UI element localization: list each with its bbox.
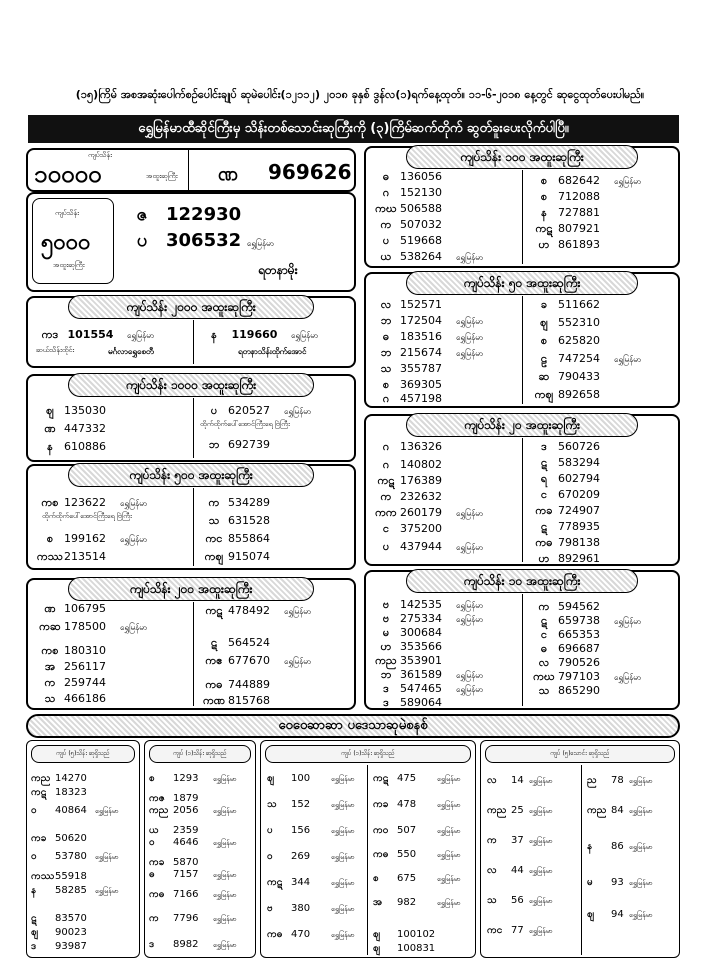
prize-row: ဟ 353566: [380, 640, 442, 653]
prize-10000-box: [26, 148, 356, 192]
cons-row: န 86 ရွှေမြန်မာ: [587, 841, 653, 852]
prize-label: ကျပ်သိန်း: [88, 151, 112, 159]
cons-row: ဈ 94 ရွှေမြန်မာ: [587, 909, 653, 920]
cons-row: ည 78 ရွှေမြန်မာ: [587, 775, 653, 786]
prize-row: ပ 306532 ရွှေမြန်မာ: [136, 230, 274, 251]
divider: [522, 594, 523, 706]
prize-row: န 119660 ရွှေမြန်မာ: [211, 328, 319, 341]
prize-row: က 259744: [44, 676, 106, 689]
agent-note: မင်္ဂလာရွှေစေတီ: [108, 347, 154, 356]
cons-row: ဗ 380 ရွှေမြန်မာ: [267, 903, 355, 914]
cons-row: ကည 25 ရွှေမြန်မာ: [487, 805, 553, 816]
prize-row: ပ 437944 ရွှေမြန်မာ: [382, 540, 484, 553]
prize-header: ကျပ်သိန်း ၅၀ အထူးဆုကြီး: [406, 271, 638, 295]
prize-header: ကျပ်သိန်း ၂၀၀၀ အထူးဆုကြီး: [68, 295, 314, 319]
prize-row: လ 790526: [538, 656, 600, 669]
prize-10-box: [364, 570, 680, 710]
prize-row: ဂ 457198: [382, 392, 442, 405]
prize-row: ကဋ 478492 ရွှေမြန်မာ: [205, 604, 312, 617]
prize-row: ကဓ 744889: [205, 678, 270, 691]
prize-row: ဟ 861893: [538, 238, 600, 251]
prize-row: အ 256117: [44, 660, 106, 673]
prize-row: မ 300684: [382, 626, 442, 639]
cons-row: ဈ 90023: [31, 927, 87, 938]
prize-row: သ 865290: [538, 684, 600, 697]
prize-amount: ၁၀၀၀၀: [34, 160, 102, 188]
prize-row: လ 152571: [380, 298, 442, 311]
prize-row: န 727881: [541, 206, 600, 219]
prize-header: ကျပ်သိန်း ၁၀၀၀ အထူးဆုကြီး: [68, 373, 314, 397]
divider: [193, 488, 194, 566]
prize-row: သ 466186: [44, 692, 106, 705]
cons-row: ကဋ 344 ရွှေမြန်မာ: [267, 877, 355, 888]
prize-row: ကဓ 798138: [535, 536, 600, 549]
cons-row: ကခ 50620: [31, 833, 87, 844]
cons-row: ဈ 100831: [373, 943, 436, 954]
prize-header: ကျပ်သိန်း ၅၀၀ အထူးဆုကြီး: [68, 463, 314, 487]
cons-row: ကဇ 1879: [149, 793, 199, 804]
prize-row: က 594562: [538, 600, 600, 613]
prize-200-box: [26, 578, 356, 710]
prize-5000-box: [26, 192, 356, 292]
prize-20-box: [364, 414, 680, 566]
cons-row: ဒ 8982 ရွှေမြန်မာ: [149, 939, 237, 950]
prize-row: ကခ 724907: [535, 504, 600, 517]
prize-row: ဈ 135030: [46, 404, 106, 417]
prize-row: ဟ 892961: [538, 552, 600, 565]
col-header: ကျပ် (၁)သိန်း ဆုရှိသည်: [149, 745, 251, 763]
divider: [367, 765, 368, 955]
prize-header: ကျပ်သိန်း ၁၀ အထူးဆုကြီး: [406, 569, 638, 593]
prize-row: ဋ 659738 ရွှေမြန်မာ: [540, 614, 642, 627]
prize-row: ဗ 142535 ရွှေမြန်မာ: [382, 598, 484, 611]
prize-row: ကစ 123622 ရွှေမြန်မာ: [41, 496, 148, 509]
cons-row: ကဋ 475 ရွှေမြန်မာ: [373, 773, 461, 784]
prize-row: ဋ 564524: [210, 636, 270, 649]
prize-row: ကဋ 807921: [535, 222, 600, 235]
prize-row: ရ 602794: [540, 472, 600, 485]
prize-row: ကဿ213514: [37, 550, 106, 563]
prize-row: သ 631528: [208, 514, 270, 527]
prize-row: သ 355787: [380, 362, 442, 375]
prize-row: ဓ 183516 ရွှေမြန်မာ: [382, 330, 484, 343]
cons-row: ယ 2359: [149, 825, 199, 836]
prize-row: ဆ 790433: [538, 370, 600, 383]
prize-row: ကဒ 101554 ရွှေမြန်မာ: [41, 328, 155, 341]
prize-row: ဒ 589064: [383, 696, 442, 709]
prize-row: ဘ 172504 ရွှေမြန်မာ: [380, 314, 484, 327]
headline-banner: ရွှေမြန်မာထီဆိုင်ကြီးမှ သိန်းတစ်သောင်းဆုကြီးကို (၃)ကြိမ်ဆက်တိုက် ဆွတ်ခူးပေးလိုက်ပါပြီ။: [28, 115, 679, 143]
prize-row: ဂ 152130: [382, 186, 442, 199]
cons-row: သ 152 ရွှေမြန်မာ: [267, 799, 355, 810]
divider: [522, 438, 523, 562]
prize-row: ကဃ 506588: [375, 202, 442, 215]
prize-row: ဇ 122930: [136, 204, 242, 225]
prize-row: ဋ 778935: [540, 520, 600, 533]
cons-row: ကဓ 550 ရွှေမြန်မာ: [373, 849, 461, 860]
prize-100-box: [364, 146, 680, 268]
cons-row: ဋ 83570: [31, 913, 87, 924]
prize-header: ကျပ်သိန်း ၂၀၀ အထူးဆုကြီး: [68, 577, 314, 601]
cons-row: ဈ 100 ရွှေမြန်မာ: [267, 773, 355, 784]
prize-row: ဂ 136326: [382, 440, 442, 453]
prize-amount: ၅၀၀၀: [41, 230, 91, 255]
prize-row: ကက 260179 ရွှေမြန်မာ: [375, 506, 484, 519]
cons-row: ကဓ 7166 ရွှေမြန်မာ: [149, 889, 237, 900]
cons-row: က 7796 ရွှေမြန်မာ: [149, 913, 237, 924]
prize-row: ကဧ 677670 ရွှေမြန်မာ: [205, 654, 312, 667]
divider: [581, 765, 582, 955]
cons-row: ကင 77 ရွှေမြန်မာ: [487, 925, 553, 936]
prize-row: ကင 855864: [205, 532, 270, 545]
col-header: ကျပ် (၁)သိန်း ဆုရှိသည်: [265, 745, 471, 763]
prize-row: ဂ 140802: [382, 458, 442, 471]
prize-row: ဗ 275334 ရွှေမြန်မာ: [382, 612, 484, 625]
consolation-col-2: [144, 740, 256, 958]
cons-row: ဝ 53780 ရွှေမြန်မာ: [31, 851, 119, 862]
cons-row: စ 1293 ရွှေမြန်မာ: [149, 773, 237, 784]
prize-header: ကျပ်သိန်း ၁၀၀ အထူးဆုကြီး: [406, 145, 638, 169]
prize-row: စ 625820: [540, 334, 600, 347]
divider: [193, 320, 194, 364]
prize-suffix: အထူးဆုကြီး: [53, 261, 85, 269]
prize-row: က 534289: [208, 496, 270, 509]
prize-row: ကည 353901: [375, 654, 442, 667]
prize-500-box: [26, 464, 356, 570]
cons-row: ကဋ 18323: [31, 787, 87, 798]
cons-row: ဝ 40864 ရွှေမြန်မာ: [31, 805, 119, 816]
agent-note: ထိုက်ထိုက်ပေါ်အောင်ကြီးရေ ဗြဲကြီး: [42, 512, 132, 520]
cons-row: လ 14 ရွှေမြန်မာ: [487, 775, 553, 786]
prize-row: င 665353: [540, 628, 600, 641]
cons-row: ကဿ55918: [31, 871, 87, 882]
prize-row: ဏ 447332: [44, 422, 106, 435]
cons-row: က 37 ရွှေမြန်မာ: [487, 835, 553, 846]
cons-row: ဈ 100102: [373, 929, 436, 940]
cons-row: ကဓ 470 ရွှေမြန်မာ: [267, 929, 355, 940]
agent-note: ဆယ်သိန်းထိုင်း: [36, 346, 75, 354]
consolation-col-4: [480, 740, 680, 958]
prize-row: ဏ 106795: [44, 602, 106, 615]
consolation-col-3: [260, 740, 476, 958]
cons-row: ဝ 269 ရွှေမြန်မာ: [267, 851, 355, 862]
prize-row: ကစ 180310: [41, 644, 106, 657]
prize-1000-box: [26, 374, 356, 462]
divider: [522, 296, 523, 404]
cons-row: မ 93 ရွှေမြန်မာ: [587, 877, 653, 888]
consolation-col-1: [26, 740, 140, 958]
prize-label: ကျပ်သိန်း: [55, 209, 79, 217]
prize-row: စ 682642 ရွှေမြန်မာ: [540, 174, 642, 187]
divider: [193, 602, 194, 706]
cons-row: ဓ 7157 ရွှေမြန်မာ: [149, 869, 237, 880]
prize-row: င 670209: [540, 488, 600, 501]
prize-row: စ 712088: [540, 190, 600, 203]
prize-row: ခ 511662: [540, 298, 600, 311]
page-title: (၁၅)ကြိမ် အစအဆုံးပေါက်စဉ်ပေါင်းချုပ် ဆုမဲပေါင်း(၁၂၁၁၂) ၂၀၁၈ ခုနှစ် ဒွန်လ(၁)ရက်နေ့ထုတ်။ ၁၁-၆-၂၀၁၈ နေ့တွင် ဆုငွေထုတ်ပေးပါမည်။: [75, 88, 645, 101]
cons-row: စ 675 ရွှေမြန်မာ: [373, 873, 461, 884]
cons-row: ကည 14270: [31, 773, 87, 784]
cons-row: လ 44 ရွှေမြန်မာ: [487, 865, 553, 876]
prize-row: က 232632: [380, 490, 442, 503]
col-header: ကျပ် (၅)သောင်း ဆုရှိသည်: [485, 745, 675, 763]
prize-row: ဠ 747254 ရွှေမြန်မာ: [540, 352, 642, 365]
cons-row: အ 982 ရွှေမြန်မာ: [373, 897, 461, 908]
divider: [522, 170, 523, 264]
prize-row: ပ 620527 ရွှေမြန်မာ: [210, 404, 312, 417]
cons-row: ကည 2056 ရွှေမြန်မာ: [149, 805, 237, 816]
consolation-title: ဝေဝေဆာဆာ ပဒေသာဆုမဲစနစ်: [26, 714, 680, 738]
cons-row: ကခ 5870: [149, 857, 199, 868]
prize-row: စ 199162 ရွှေမြန်မာ: [46, 532, 148, 545]
prize-row: ကဈ 915074: [204, 550, 270, 563]
winning-prefix: ဏ: [218, 161, 239, 185]
prize-row: ဘ 361589 ရွှေမြန်မာ: [380, 668, 484, 681]
prize-row: န 610886: [47, 440, 106, 453]
prize-row: ဒ 560726: [541, 440, 600, 453]
cons-row: ကခ 478 ရွှေမြန်မာ: [373, 799, 461, 810]
prize-row: ကဋ 176389: [377, 474, 442, 487]
divider: [193, 398, 194, 458]
col-header: ကျပ် (၅)သိန်း ဆုရှိသည်: [31, 745, 135, 763]
prize-5000-badge: [32, 198, 114, 284]
cons-row: န 58285 ရွှေမြန်မာ: [31, 885, 119, 896]
cons-row: ပ 156 ရွှေမြန်မာ: [267, 825, 355, 836]
winning-number: 969626: [268, 160, 352, 184]
prize-row: ဈ 552310: [540, 316, 600, 329]
cons-row: ကဝ 507 ရွှေမြန်မာ: [373, 825, 461, 836]
cons-row: ဝ 4646 ရွှေမြန်မာ: [149, 837, 237, 848]
prize-50-box: [364, 272, 680, 408]
cons-row: သ 56 ရွှေမြန်မာ: [487, 895, 553, 906]
agent-note: ရတနာသိန်းထိုက်အောင်: [238, 347, 307, 356]
prize-row: စ 369305: [382, 378, 442, 391]
cons-row: ကည 84 ရွှေမြန်မာ: [587, 805, 653, 816]
agent-note: ထိုက်ထိုက်ပေါ်အောင်ကြီးရေ ဗြဲကြီး: [200, 420, 290, 428]
prize-row: ပ 519668: [382, 234, 442, 247]
prize-row: ကဆ 178500 ရွှေမြန်မာ: [39, 620, 148, 633]
prize-row: က 507032: [380, 218, 442, 231]
prize-row: ဓ 136056: [382, 170, 442, 183]
prize-row: ဓ 696687: [540, 642, 600, 655]
prize-row: င 375200: [382, 522, 442, 535]
prize-header: ကျပ်သိန်း ၂၀ အထူးဆုကြီး: [406, 413, 638, 437]
prize-row: ဒ 547465 ရွှေမြန်မာ: [383, 682, 484, 695]
prize-row: ယ 538264 ရွှေမြန်မာ: [380, 250, 484, 263]
divider: [188, 150, 189, 190]
prize-2000-box: [26, 296, 356, 368]
prize-row: ဘ 215674 ရွှေမြန်မာ: [380, 346, 484, 359]
prize-row: ဋ 583294: [540, 456, 600, 469]
prize-suffix: အထူးဆုကြီး: [146, 172, 178, 180]
agent-note: ရတနာမိုး: [258, 263, 298, 277]
prize-row: ဘ 692739: [208, 438, 270, 451]
prize-row: ကဃ 797103 ရွှေမြန်မာ: [533, 670, 642, 683]
prize-row: ကဏ 815768: [203, 694, 270, 707]
prize-row: ကဈ 892658: [534, 388, 600, 401]
cons-row: ဒ 93987: [31, 941, 87, 952]
